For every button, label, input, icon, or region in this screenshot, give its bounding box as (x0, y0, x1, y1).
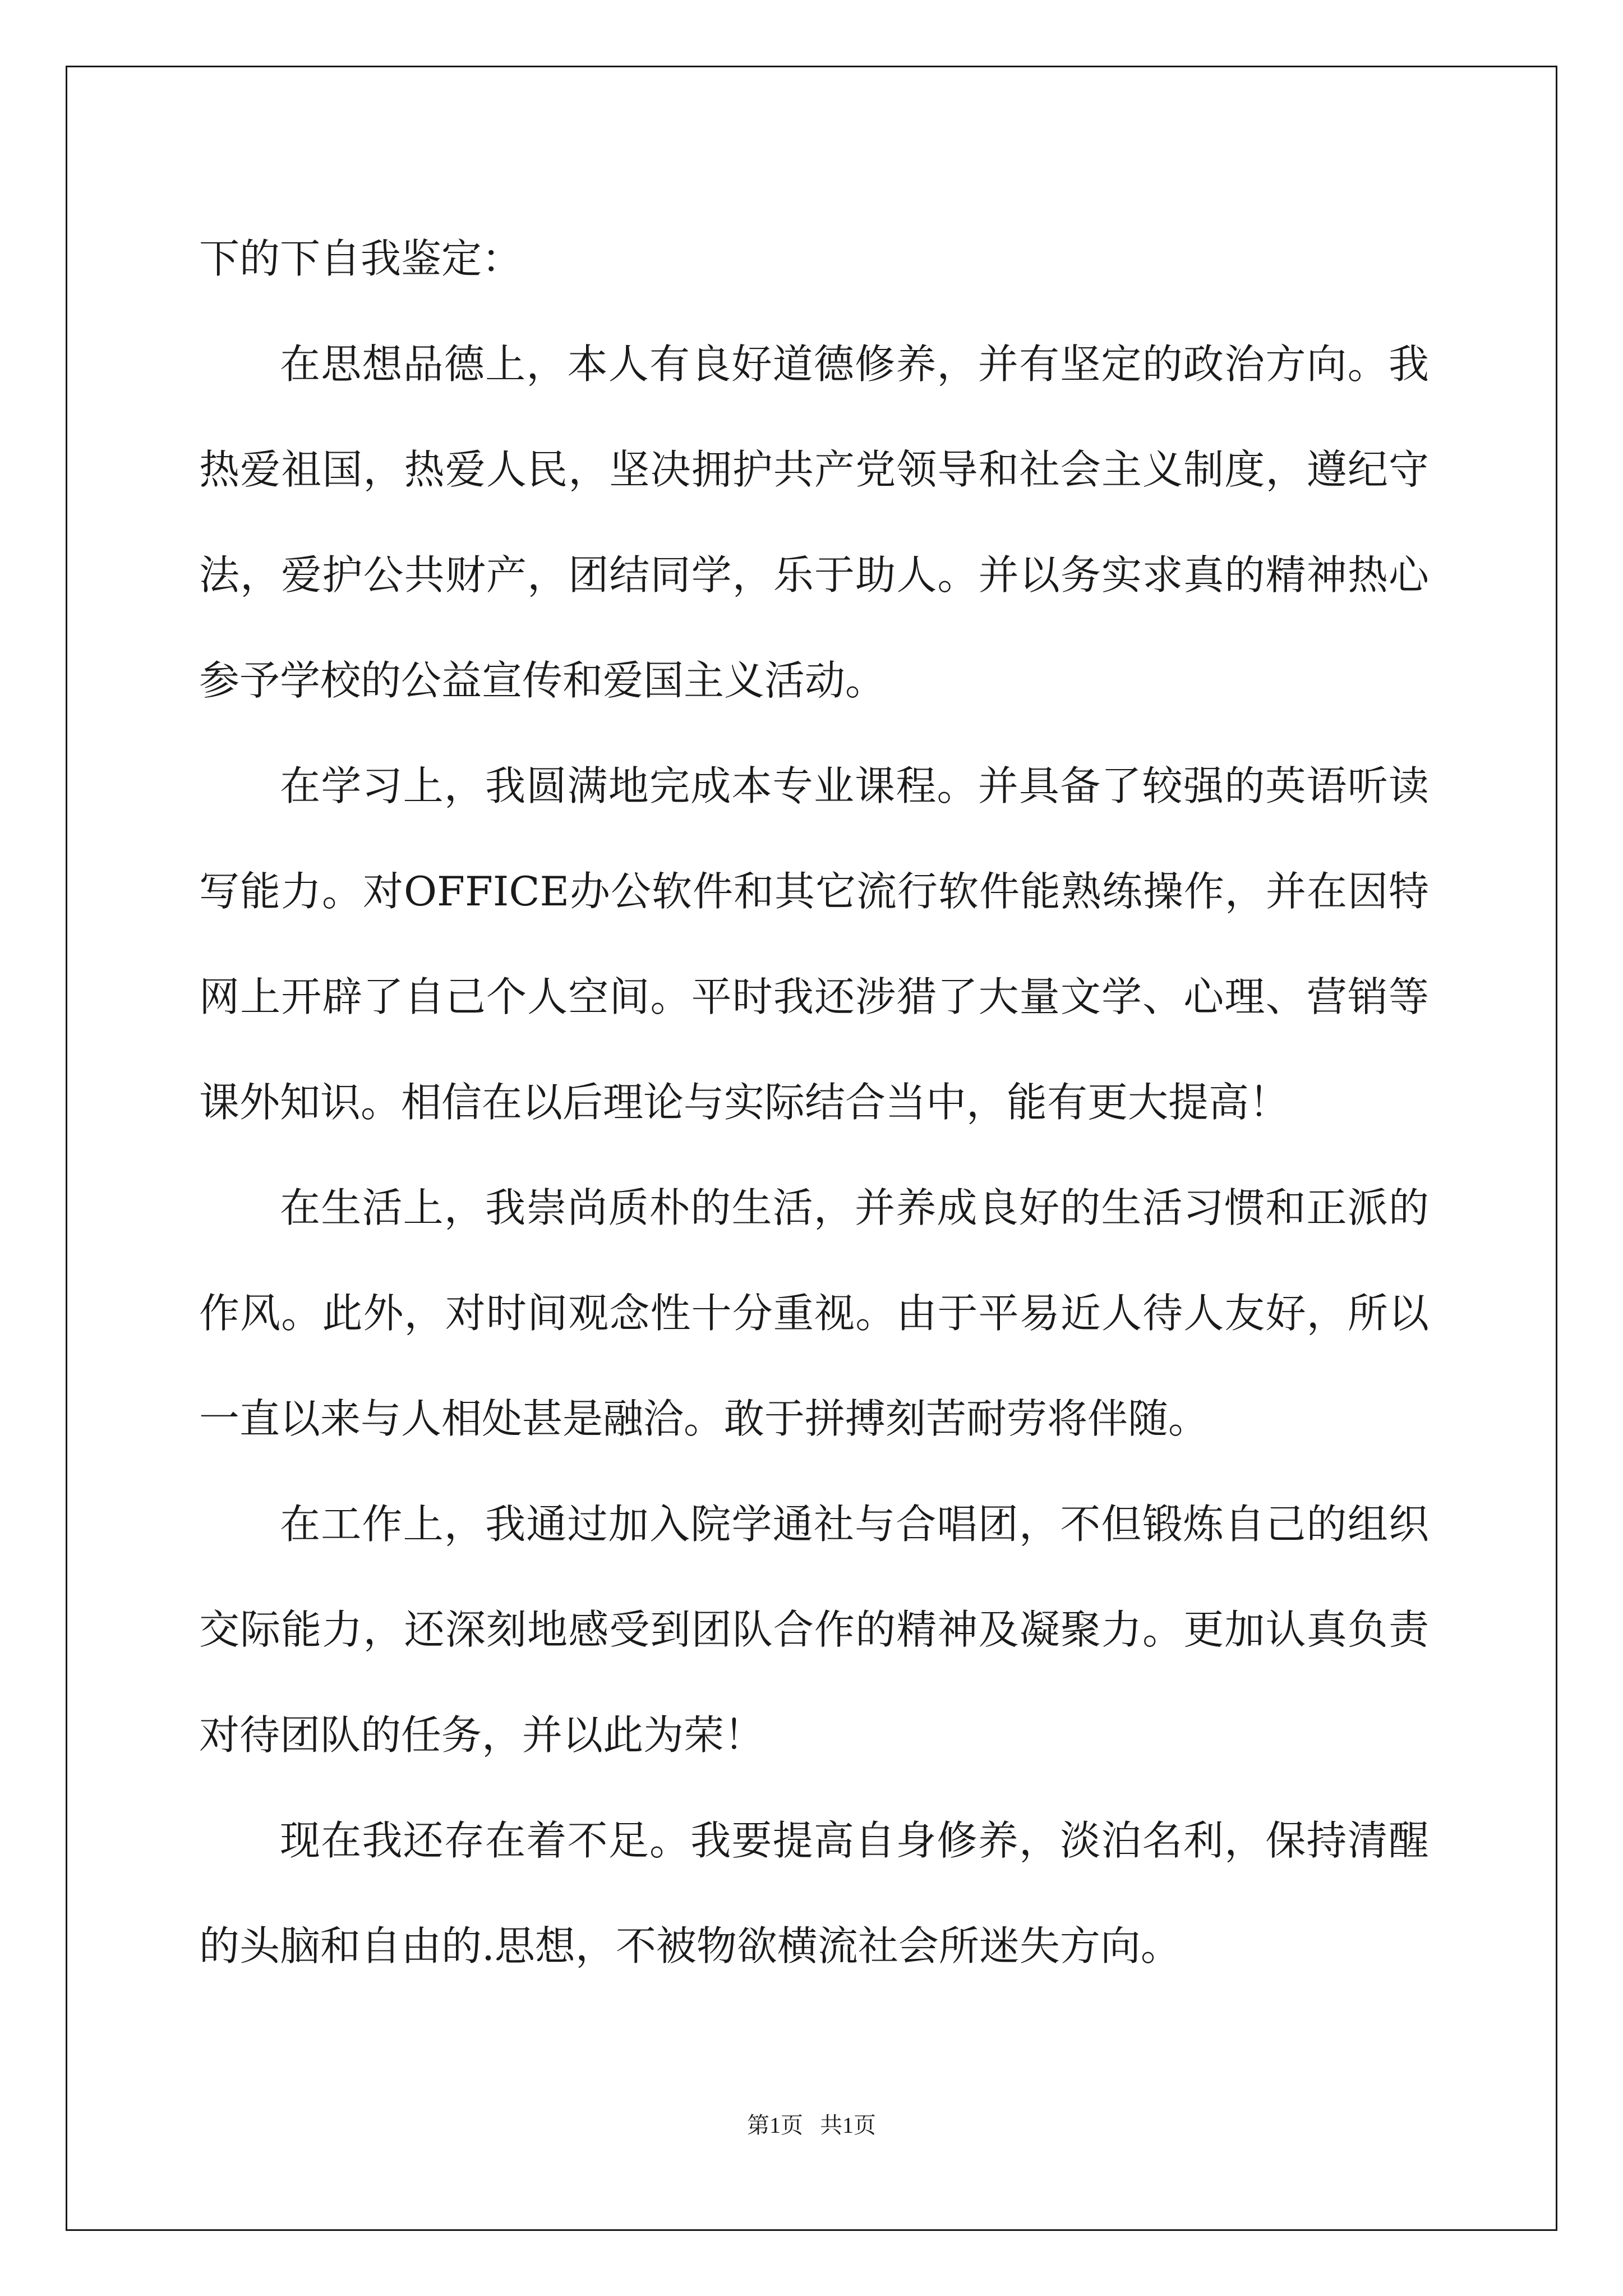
paragraph-work: 在工作上，我通过加入院学通社与合唱团，不但锻炼自己的组织交际能力，还深刻地感受到团队合作的精神及凝聚力。更加认真负责对待团队的任务，并以此为荣！ (199, 1501, 1429, 1759)
paragraph-heading: 下的下自我鉴定： (199, 235, 523, 282)
paragraph-shortcomings: 现在我还存在着不足。我要提高自身修养，淡泊名利，保持清醒的头脑和自由的.思想，不被物欲横流社会所迷失方向。 (199, 1817, 1429, 1970)
page-number-footer: 第1页 共1页 (747, 2113, 876, 2138)
paragraph-moral: 在思想品德上，本人有良好道德修养，并有坚定的政治方向。我热爱祖国，热爱人民，坚决拥护共产党领导和社会主义制度，遵纪守法，爱护公共财产，团结同学，乐于助人。并以务实求真的精神热心参予学校的公益宣传和爱国主义活动。 (199, 341, 1429, 704)
paragraph-life: 在生活上，我崇尚质朴的生活，并养成良好的生活习惯和正派的作风。此外，对时间观念性十分重视。由于平易近人待人友好，所以一直以来与人相处甚是融洽。敢于拼搏刻苦耐劳将伴随。 (199, 1184, 1429, 1442)
paragraph-study: 在学习上，我圆满地完成本专业课程。并具备了较强的英语听读写能力。对OFFICE办公软件和其它流行软件能熟练操作，并在因特网上开辟了自己个人空间。平时我还涉猎了大量文学、心理、营销等课外知识。相信在以后理论与实际结合当中，能有更大提高！ (199, 762, 1429, 1126)
document-body (199, 206, 1429, 1999)
